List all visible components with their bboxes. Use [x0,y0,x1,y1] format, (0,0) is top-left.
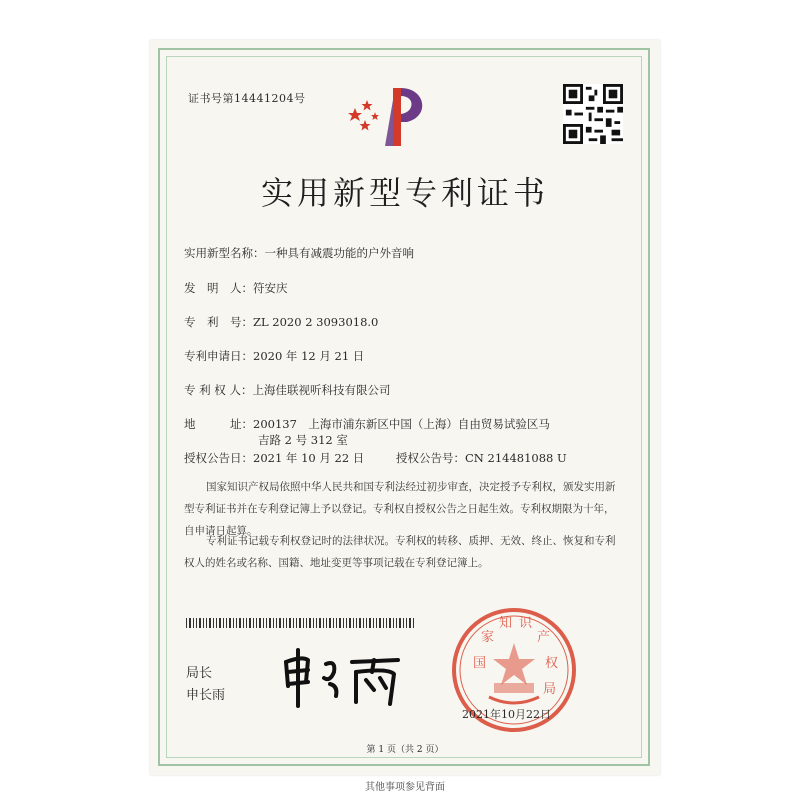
svg-text:家: 家 [481,630,495,645]
utility-model-name-value: 一种具有减震功能的户外音响 [264,246,414,260]
patentee-value: 上海佳联视听科技有限公司 [252,383,391,397]
svg-text:识: 识 [519,616,533,631]
utility-model-name-label: 实用新型名称： [184,246,265,260]
inventor-row [184,280,288,296]
patent-number-value: ZL 2020 2 3093018.0 [253,315,379,329]
address-label: 地 址： [184,417,253,431]
svg-text:产: 产 [537,630,551,645]
svg-text:局: 局 [543,682,557,697]
svg-text:知: 知 [499,616,513,631]
grant-date-row [184,450,364,466]
back-side-note: 其他事项参见背面 [365,782,445,793]
legal-status-paragraph: 专利证书记载专利权登记时的法律状况。专利权的转移、质押、无效、终止、恢复和专利权人的姓名或名称、国籍、地址变更等事项记载在专利登记簿上。 [184,535,616,569]
qr-code-icon [563,84,623,144]
issue-date: 2021年10月22日 [462,708,551,721]
grant-number-label: 授权公告号： [396,451,465,465]
svg-text:权: 权 [545,656,559,671]
inventor-label: 发 明 人： [184,281,253,295]
filing-date-row [184,348,364,364]
director-title: 局长 [186,666,213,681]
cnipa-logo-icon [345,80,435,150]
address-row [184,416,550,432]
address-line-1: 200137 上海市浦东新区中国（上海）自由贸易试验区马 [253,417,550,431]
certificate-title: 实用新型专利证书 [260,174,549,212]
barcode-strip [186,618,416,628]
address-line-2: 吉路 2 号 312 室 [258,433,348,447]
filing-date-value: 2020 年 12 月 21 日 [253,349,365,363]
patent-number-row [184,314,378,330]
patentee-label: 专 利 权 人： [184,383,253,397]
director-name: 申长雨 [186,688,226,703]
handwritten-signature-icon [278,642,408,712]
grant-date-value: 2021 年 10 月 22 日 [253,451,365,465]
inventor-value: 符安庆 [253,281,288,295]
filing-date-label: 专利申请日： [184,349,253,363]
svg-text:国: 国 [473,656,487,671]
page-number: 第 1 页（共 2 页） [366,745,444,755]
certificate-number: 证书号第14441204号 [188,92,306,105]
utility-model-name-row [184,245,414,261]
grant-number-row [396,450,567,466]
grant-date-label: 授权公告日： [184,451,253,465]
patent-number-label: 专 利 号： [184,315,253,329]
grant-statement-paragraph: 国家知识产权局依照中华人民共和国专利法经过初步审查，决定授予专利权，颁发实用新型专利证书并在专利登记簿上予以登记。专利权自授权公告之日起生效。专利权期限为十年，自申请日起算。 [184,481,616,537]
grant-number-value: CN 214481088 U [465,451,567,465]
patentee-row [184,382,390,398]
